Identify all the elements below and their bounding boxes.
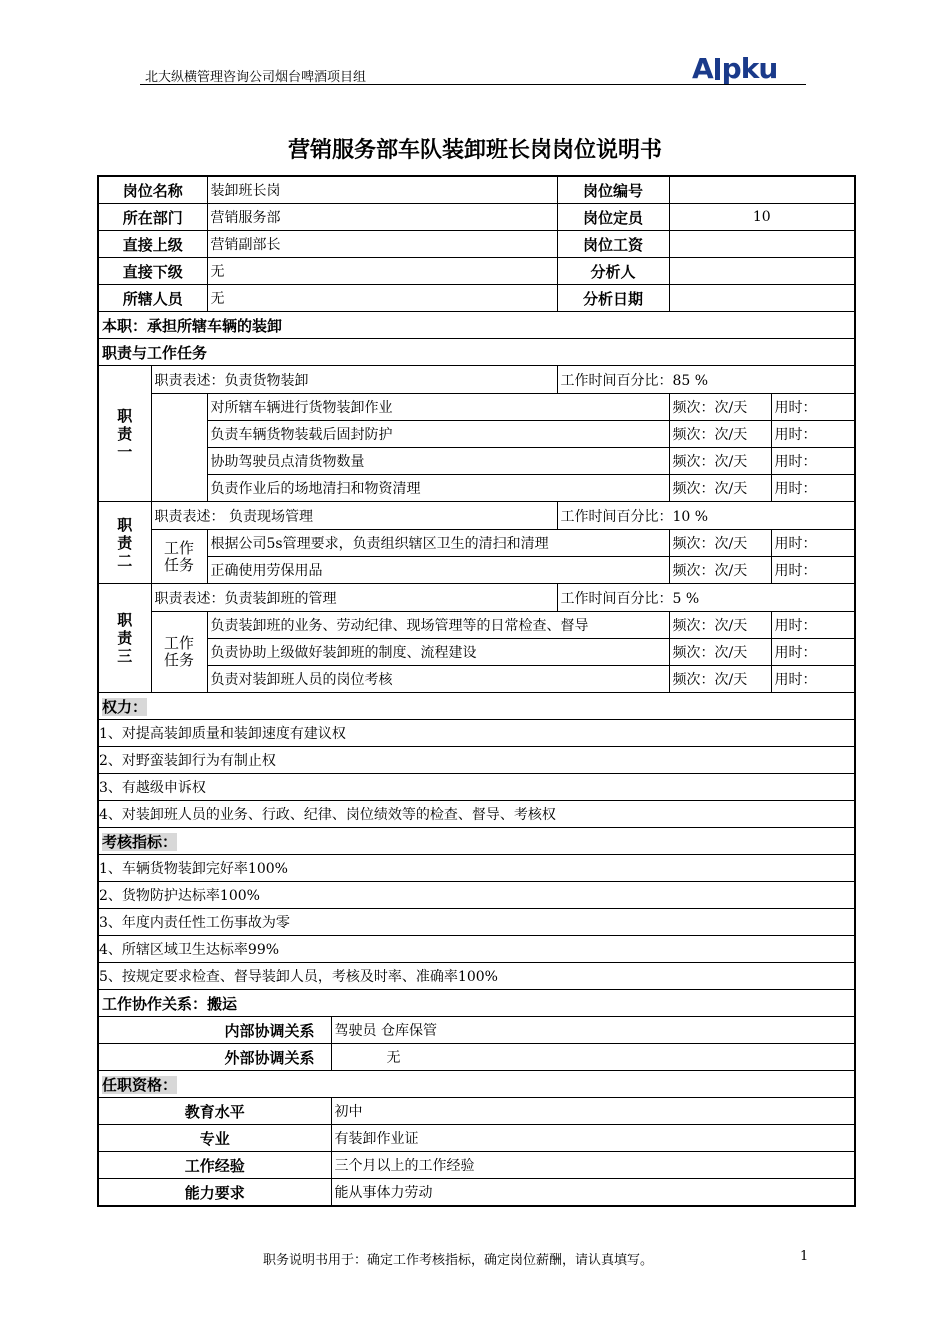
task-frequency: 频次：次/天	[669, 557, 771, 584]
table-row	[98, 936, 855, 963]
table-row	[98, 855, 855, 882]
kpi-item: 4、所辖区域卫生达标率99%	[98, 936, 855, 963]
table-row	[98, 882, 855, 909]
task-item: 根据公司5s管理要求，负责组织辖区卫生的清扫和清理	[207, 530, 669, 557]
kpi-item: 2、货物防护达标率100%	[98, 882, 855, 909]
relation-label: 外部协调关系	[98, 1044, 331, 1071]
task-item: 负责对装卸班人员的岗位考核	[207, 666, 669, 693]
header-divider	[140, 84, 806, 85]
duty-description: 职责表述：负责装卸班的管理	[151, 584, 557, 612]
field-label: 岗位定员	[557, 204, 669, 231]
relation-value: 无	[331, 1044, 855, 1071]
table-row	[98, 1179, 855, 1207]
table-row	[98, 747, 855, 774]
field-value	[669, 258, 855, 285]
table-row	[98, 909, 855, 936]
main-duty: 本职：承担所辖车辆的装卸	[98, 312, 855, 339]
duty-description: 职责表述： 负责现场管理	[151, 502, 557, 530]
field-value: 10	[669, 204, 855, 231]
task-hours: 用时：	[771, 639, 855, 666]
task-label	[151, 394, 207, 502]
task-hours: 用时：	[771, 421, 855, 448]
footer-note: 职务说明书用于：确定工作考核指标，确定岗位薪酬，请认真填写。	[263, 1253, 654, 1268]
qualification-label: 工作经验	[98, 1152, 331, 1179]
table-row	[98, 1071, 855, 1098]
field-value: 无	[207, 285, 557, 312]
field-label: 分析日期	[557, 285, 669, 312]
qualification-title: 任职资格：	[102, 1075, 178, 1094]
field-label: 岗位工资	[557, 231, 669, 258]
task-item: 协助驾驶员点清货物数量	[207, 448, 669, 475]
table-row	[98, 584, 855, 612]
table-row	[98, 204, 855, 231]
task-item: 负责作业后的场地清扫和物资清理	[207, 475, 669, 502]
table-row	[98, 801, 855, 828]
task-hours: 用时：	[771, 394, 855, 421]
kpi-item: 3、年度内责任性工伤事故为零	[98, 909, 855, 936]
task-item: 负责车辆货物装载后固封防护	[207, 421, 669, 448]
field-label: 岗位名称	[98, 176, 207, 204]
task-frequency: 频次：次/天	[669, 530, 771, 557]
table-row	[98, 312, 855, 339]
duty-label: 职责一	[98, 366, 151, 502]
job-description-table	[97, 175, 856, 1207]
field-value	[669, 285, 855, 312]
task-frequency: 频次：次/天	[669, 666, 771, 693]
field-label: 岗位编号	[557, 176, 669, 204]
task-hours: 用时：	[771, 448, 855, 475]
duty-label: 职责三	[98, 584, 151, 693]
kpi-item: 5、按规定要求检查、督导装卸人员，考核及时率、准确率100%	[98, 963, 855, 990]
field-label: 直接上级	[98, 231, 207, 258]
task-hours: 用时：	[771, 666, 855, 693]
qualification-label: 专业	[98, 1125, 331, 1152]
power-item: 4、对装卸班人员的业务、行政、纪律、岗位绩效等的检查、督导、考核权	[98, 801, 855, 828]
table-row	[98, 963, 855, 990]
table-row	[98, 394, 855, 421]
relation-value: 驾驶员 仓库保管	[331, 1017, 855, 1044]
task-item: 正确使用劳保用品	[207, 557, 669, 584]
section-title	[98, 828, 855, 855]
table-row	[98, 339, 855, 366]
task-item: 对所辖车辆进行货物装卸作业	[207, 394, 669, 421]
table-row	[98, 666, 855, 693]
task-frequency: 频次：次/天	[669, 639, 771, 666]
task-hours: 用时：	[771, 530, 855, 557]
task-frequency: 频次：次/天	[669, 475, 771, 502]
section-title	[98, 693, 855, 720]
field-value: 营销副部长	[207, 231, 557, 258]
field-label: 所在部门	[98, 204, 207, 231]
company-logo: A pku	[692, 52, 778, 85]
table-row	[98, 258, 855, 285]
qualification-value: 有装卸作业证	[331, 1125, 855, 1152]
document-title: 营销服务部车队装卸班长岗岗位说明书	[287, 138, 662, 163]
table-row	[98, 231, 855, 258]
field-value: 无	[207, 258, 557, 285]
duty-time-percent: 工作时间百分比：10 %	[557, 502, 855, 530]
task-label: 工作任务	[151, 612, 207, 693]
section-title: 职责与工作任务	[98, 339, 855, 366]
power-title: 权力：	[102, 697, 148, 716]
page-number: 1	[800, 1249, 809, 1264]
table-row	[98, 366, 855, 394]
section-title	[98, 1071, 855, 1098]
table-row	[98, 1098, 855, 1125]
task-item: 负责装卸班的业务、劳动纪律、现场管理等的日常检查、督导	[207, 612, 669, 639]
header-organization: 北大纵横管理咨询公司烟台啤酒项目组	[145, 70, 367, 85]
power-item: 2、对野蛮装卸行为有制止权	[98, 747, 855, 774]
task-frequency: 频次：次/天	[669, 612, 771, 639]
table-row	[98, 774, 855, 801]
table-row	[98, 1017, 855, 1044]
task-item: 负责协助上级做好装卸班的制度、流程建设	[207, 639, 669, 666]
table-row	[98, 502, 855, 530]
table-row	[98, 1044, 855, 1071]
table-row	[98, 1125, 855, 1152]
kpi-title: 考核指标：	[102, 832, 178, 851]
task-frequency: 频次：次/天	[669, 394, 771, 421]
table-row	[98, 285, 855, 312]
duty-label: 职责二	[98, 502, 151, 584]
qualification-value: 三个月以上的工作经验	[331, 1152, 855, 1179]
task-frequency: 频次：次/天	[669, 448, 771, 475]
table-row	[98, 693, 855, 720]
field-label: 所辖人员	[98, 285, 207, 312]
table-row	[98, 176, 855, 204]
field-label: 直接下级	[98, 258, 207, 285]
field-value	[669, 231, 855, 258]
table-row	[98, 475, 855, 502]
relation-label: 内部协调关系	[98, 1017, 331, 1044]
task-frequency: 频次：次/天	[669, 421, 771, 448]
qualification-label: 能力要求	[98, 1179, 331, 1207]
power-item: 1、对提高装卸质量和装卸速度有建议权	[98, 720, 855, 747]
task-hours: 用时：	[771, 475, 855, 502]
task-label: 工作任务	[151, 530, 207, 584]
table-row	[98, 1152, 855, 1179]
table-row	[98, 990, 855, 1017]
field-value	[669, 176, 855, 204]
power-item: 3、有越级申诉权	[98, 774, 855, 801]
field-value: 营销服务部	[207, 204, 557, 231]
qualification-value: 能从事体力劳动	[331, 1179, 855, 1207]
field-label: 分析人	[557, 258, 669, 285]
field-value: 装卸班长岗	[207, 176, 557, 204]
table-row	[98, 448, 855, 475]
table-row	[98, 530, 855, 557]
section-title: 工作协作关系：搬运	[98, 990, 855, 1017]
qualification-value: 初中	[331, 1098, 855, 1125]
table-row	[98, 612, 855, 639]
kpi-item: 1、车辆货物装卸完好率100%	[98, 855, 855, 882]
table-row	[98, 421, 855, 448]
table-row	[98, 557, 855, 584]
duty-time-percent: 工作时间百分比：5 %	[557, 584, 855, 612]
table-row	[98, 828, 855, 855]
table-row	[98, 720, 855, 747]
qualification-label: 教育水平	[98, 1098, 331, 1125]
task-hours: 用时：	[771, 612, 855, 639]
duty-time-percent: 工作时间百分比：85 %	[557, 366, 855, 394]
task-hours: 用时：	[771, 557, 855, 584]
table-row	[98, 639, 855, 666]
duty-description: 职责表述：负责货物装卸	[151, 366, 557, 394]
